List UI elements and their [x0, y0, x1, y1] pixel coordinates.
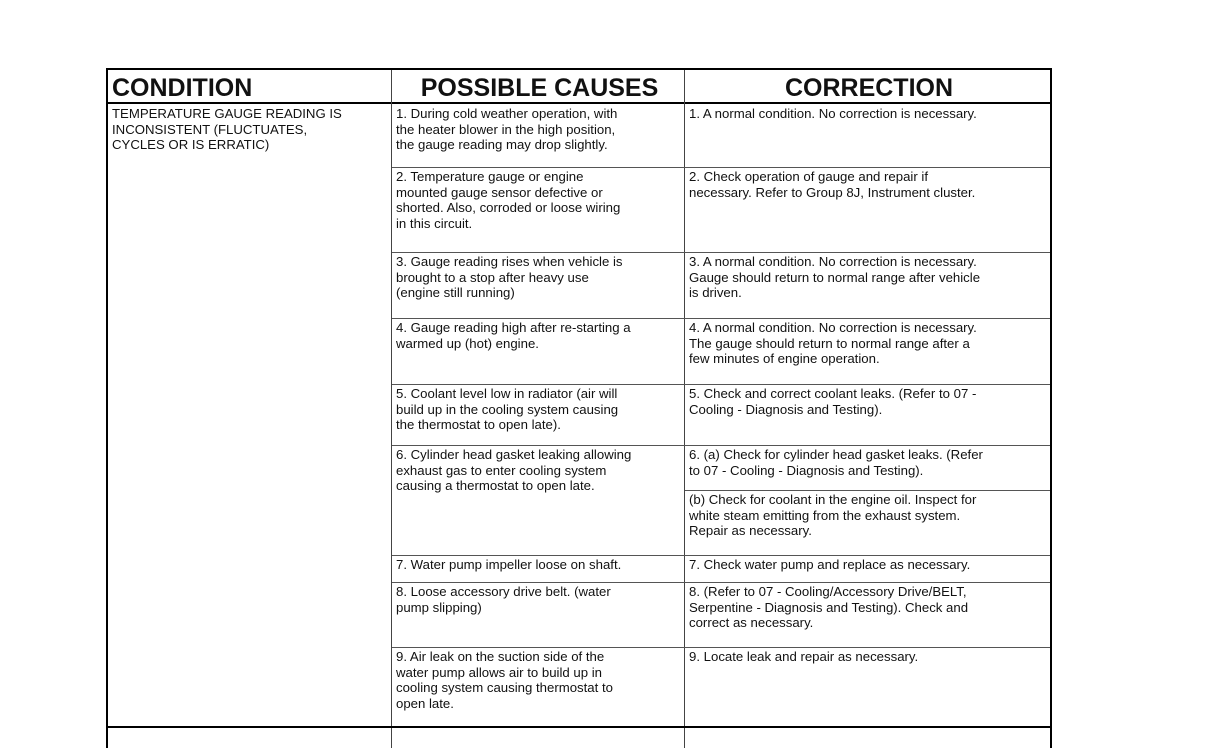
header-possible-causes: POSSIBLE CAUSES: [420, 74, 659, 102]
header-condition: CONDITION: [112, 74, 253, 102]
cause-cell: 2. Temperature gauge or engine mounted gauge sensor defective or shorted. Also, corroded or loose wiring in this circuit.: [396, 169, 621, 231]
cause-cell: 4. Gauge reading high after re-starting a warmed up (hot) engine.: [396, 320, 631, 351]
cause-cell: 9. Air leak on the suction side of the water pump allows air to build up in cooling system causing thermostat to open late.: [396, 649, 613, 711]
cause-cell: 7. Water pump impeller loose on shaft.: [396, 557, 622, 572]
correction-cell: 2. Check operation of gauge and repair if necessary. Refer to Group 8J, Instrument cluster.: [689, 169, 976, 200]
row-divider: [108, 726, 1050, 728]
cause-cell: 8. Loose accessory drive belt. (water pump slipping): [396, 584, 611, 615]
cause-cell: 5. Coolant level low in radiator (air will build up in the cooling system causing the thermostat to open late).: [396, 386, 619, 433]
condition-cell: TEMPERATURE GAUGE READING IS INCONSISTENT (FLUCTUATES, CYCLES OR IS ERRATIC): [112, 106, 342, 153]
correction-cell: 6. (a) Check for cylinder head gasket leaks. (Refer to 07 - Cooling - Diagnosis and Testing).: [689, 447, 983, 478]
correction-cell: 1. A normal condition. No correction is necessary.: [689, 106, 977, 121]
correction-cell: 5. Check and correct coolant leaks. (Refer to 07 - Cooling - Diagnosis and Testing).: [689, 386, 977, 417]
correction-cell: (b) Check for coolant in the engine oil. Inspect for white steam emitting from the exhaust system. Repair as necessary.: [689, 492, 977, 539]
troubleshooting-table: [106, 68, 1052, 748]
cause-cell: 1. During cold weather operation, with the heater blower in the high position, the gauge reading may drop slightly.: [396, 106, 618, 153]
correction-cell: 7. Check water pump and replace as necessary.: [689, 557, 971, 572]
correction-cell: 9. Locate leak and repair as necessary.: [689, 649, 919, 664]
correction-cell: 8. (Refer to 07 - Cooling/Accessory Drive/BELT, Serpentine - Diagnosis and Testing). Check and correct as necessary.: [689, 584, 969, 631]
cause-cell: 3. Gauge reading rises when vehicle is brought to a stop after heavy use (engine still running): [396, 254, 623, 301]
cause-cell: 6. Cylinder head gasket leaking allowing exhaust gas to enter cooling system causing a thermostat to open late.: [396, 447, 632, 494]
correction-cell: 4. A normal condition. No correction is necessary. The gauge should return to normal range after a few minutes of engine operation.: [689, 320, 977, 367]
correction-cell: 3. A normal condition. No correction is necessary. Gauge should return to normal range after vehicle is driven.: [689, 254, 981, 301]
header-correction: CORRECTION: [784, 74, 954, 102]
